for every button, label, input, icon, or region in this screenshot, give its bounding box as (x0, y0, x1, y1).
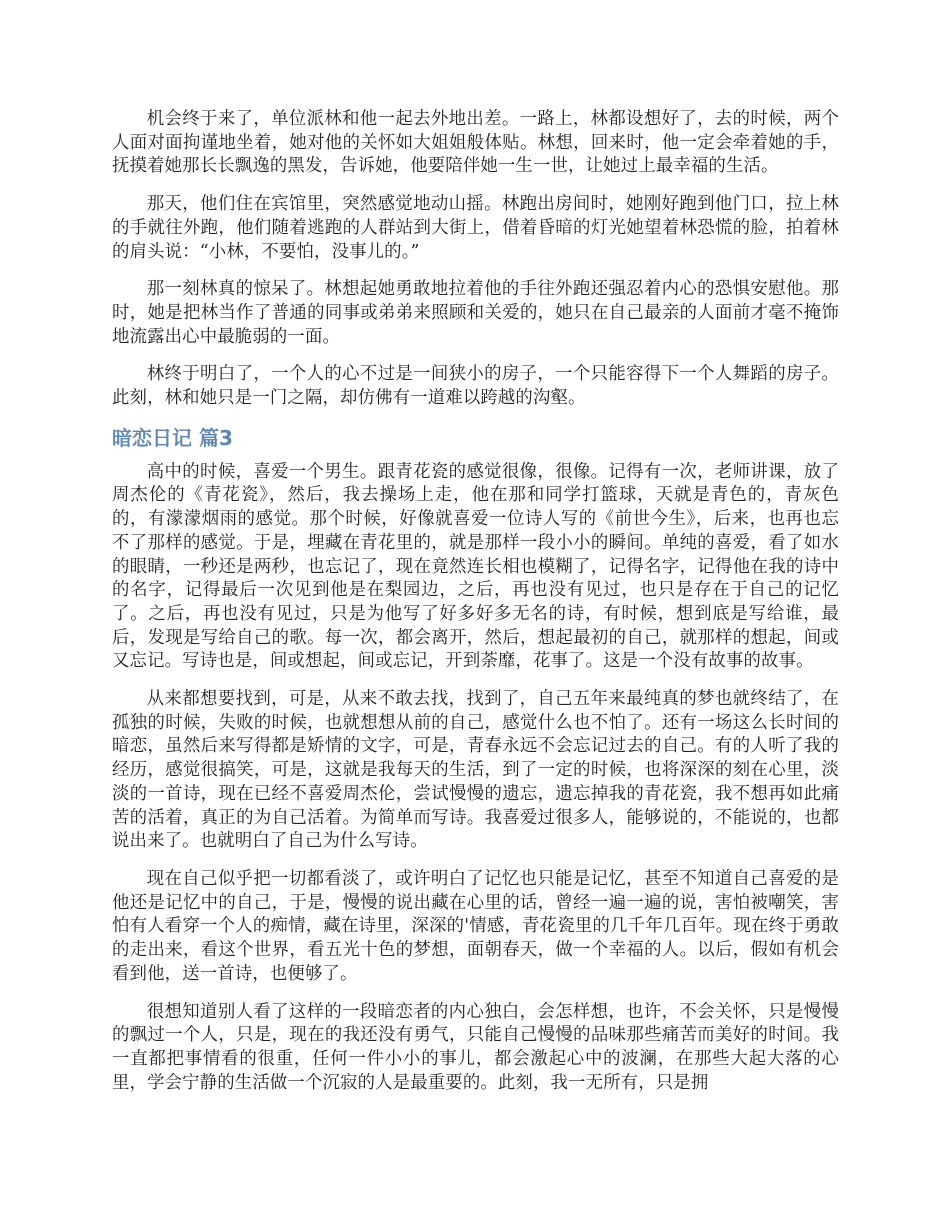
paragraph-8: 很想知道别人看了这样的一段暗恋者的内心独白，会怎样想，也许，不会关怀，只是慢慢的飘过一个人，只是，现在的我还没有勇气，只能自己慢慢的品味那些痛苦而美好的时间。我一直都把事情看的很重，任何一件小小的事儿，都会激起心中的波澜，在那些大起大落的心里，学会宁静的生活做一个沉寂的人是最重要的。此刻，我一无所有，只是拥 (112, 1001, 839, 1093)
paragraph-4: 林终于明白了，一个人的心不过是一间狭小的房子，一个只能容得下一个人舞蹈的房子。此刻，林和她只是一门之隔，却仿佛有一道难以跨越的沟壑。 (112, 364, 839, 409)
paragraph-1: 机会终于来了，单位派林和他一起去外地出差。一路上，林都设想好了，去的时候，两个人面对面拘谨地坐着，她对他的关怀如大姐姐般体贴。林想，回来时，他一定会牵着她的手，抚摸着她那长长飘逸的黑发，告诉她，他要陪伴她一生一世，让她过上最幸福的生活。 (112, 109, 839, 177)
paragraph-7: 现在自己似乎把一切都看淡了，或许明白了记忆也只能是记忆，甚至不知道自己喜爱的是他还是记忆中的自己，于是，慢慢的说出藏在心里的话，曾经一遍一遍的说，害怕被嘲笑，害怕有人看穿一个人的痴情，藏在诗里，深深的'情感，青花瓷里的几千年几百年。现在终于勇敢的走出来，看这个世界，看五光十色的梦想，面朝春天，做一个幸福的人。以后，假如有机会看到他，送一首诗，也便够了。 (112, 868, 839, 984)
paragraph-3: 那一刻林真的惊呆了。林想起她勇敢地拉着他的手往外跑还强忍着内心的恐惧安慰他。那时，她是把林当作了普通的同事或弟弟来照顾和关爱的，她只在自己最亲的人面前才毫不掩饰地流露出心中最脆弱的一面。 (112, 279, 839, 347)
paragraph-2: 那天，他们住在宾馆里，突然感觉地动山摇。林跑出房间时，她刚好跑到他门口，拉上林的手就往外跑，他们随着逃跑的人群站到大街上，借着昏暗的灯光她望着林恐慌的脸，拍着林的肩头说：“小林，不要怕，没事儿的。” (112, 194, 839, 262)
paragraph-6: 从来都想要找到，可是，从来不敢去找，找到了，自己五年来最纯真的梦也就终结了，在孤独的时候，失败的时候，也就想想从前的自己，感觉什么也不怕了。还有一场这么长时间的暗恋，虽然后来写得都是矫情的文字，可是，青春永远不会忘记过去的自己。有的人听了我的经历，感觉很搞笑，可是，这就是我每天的生活，到了一定的时候，也将深深的刻在心里，淡淡的一首诗，现在已经不喜爱周杰伦，尝试慢慢的遗忘，遗忘掉我的青花瓷，我不想再如此痛苦的活着，真正的为自己活着。为简单而写诗。我喜爱过很多人，能够说的，不能说的，也都说出来了。也就明白了自己为什么写诗。 (112, 689, 839, 852)
section-heading: 暗恋日记 篇3 (112, 425, 233, 450)
document-page (112, 108, 839, 1109)
paragraph-5: 高中的时候，喜爱一个男生。跟青花瓷的感觉很像，很像。记得有一次，老师讲课，放了周杰伦的《青花瓷》，然后，我去操场上走，他在那和同学打篮球，天就是青色的，青灰色的，有濛濛烟雨的感觉。那个时候，好像就喜爱一位诗人写的《前世今生》，后来，也再也忘不了那样的感觉。于是，埋藏在青花里的，就是那样一段小小的瞬间。单纯的喜爱，看了如水的眼睛，一秒还是两秒，也忘记了，现在竟然连长相也模糊了，记得名字，记得他在我的诗中的名字，记得最后一次见到他是在梨园边，之后，再也没有见过，也只是存在于自己的记忆了。之后，再也没有见过，只是为他写了好多好多无名的诗，有时候，想到底是写给谁，最后，发现是写给自己的歌。每一次，都会离开，然后，想起最初的自己，就那样的想起，间或又忘记。写诗也是，间或想起，间或忘记，开到荼靡，花事了。这是一个没有故事的故事。 (112, 461, 839, 672)
